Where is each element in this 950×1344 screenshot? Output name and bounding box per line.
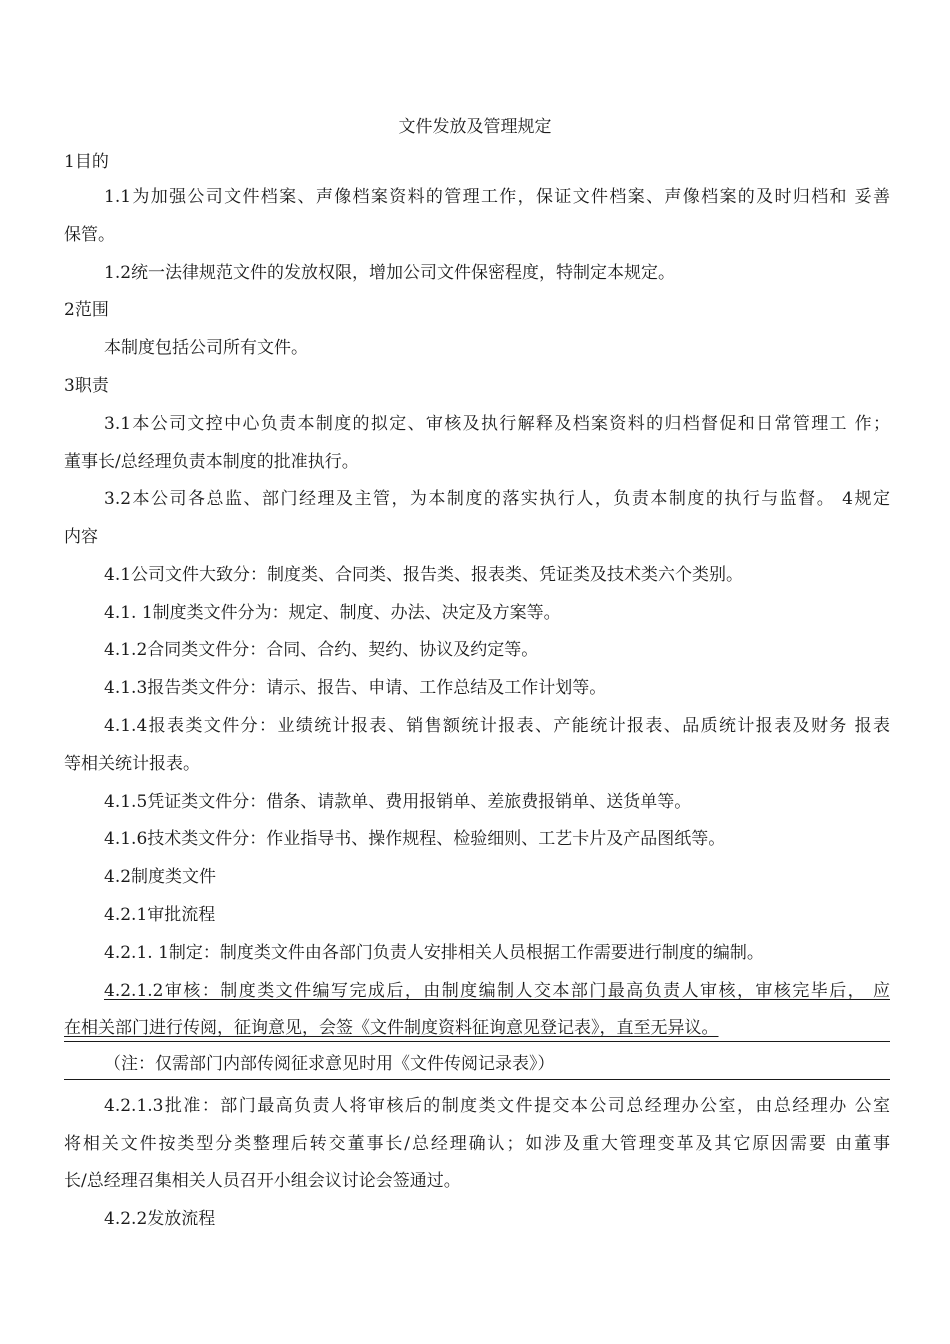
paragraph-line: 1.2统一法律规范文件的发放权限，增加公司文件保密程度，特制定本规定。	[104, 263, 676, 283]
section-heading-duties: 3职责	[64, 376, 109, 396]
paragraph-line: 长/总经理召集相关人员召开小组会议讨论会签通过。	[64, 1171, 461, 1191]
paragraph-line: 将相关文件按类型分类整理后转交董事长/总经理确认；如涉及重大管理变革及其它原因需要 由董事	[64, 1134, 890, 1154]
paragraph-line: 4.2.2发放流程	[104, 1209, 216, 1229]
horizontal-rule	[64, 1041, 890, 1042]
paragraph-line: 4.2.1审批流程	[104, 905, 216, 925]
paragraph-line: 4.1. 1制度类文件分为：规定、制度、办法、决定及方案等。	[104, 603, 561, 623]
document-title: 文件发放及管理规定	[398, 117, 552, 137]
paragraph-line: 内容	[64, 527, 98, 547]
paragraph-line: 4.2.1. 1制定：制度类文件由各部门负责人安排相关人员根据工作需要进行制度的编制。	[104, 943, 764, 963]
paragraph-line: 等相关统计报表。	[64, 754, 200, 774]
paragraph-line: 4.1公司文件大致分：制度类、合同类、报告类、报表类、凭证类及技术类六个类别。	[104, 565, 744, 585]
paragraph-line: 4.1.5凭证类文件分：借条、请款单、费用报销单、差旅费报销单、送货单等。	[104, 792, 692, 812]
paragraph-line: 4.1.6技术类文件分：作业指导书、操作规程、检验细则、工艺卡片及产品图纸等。	[104, 829, 726, 849]
paragraph-line: 本制度包括公司所有文件。	[104, 338, 308, 358]
underlined-paragraph-line: 4.2.1.2审核：制度类文件编写完成后，由制度编制人交本部门最高负责人审核，审核完毕后， 应	[104, 981, 890, 1001]
paragraph-line: 4.2制度类文件	[104, 867, 217, 887]
paragraph-line: 4.1.2合同类文件分：合同、合约、契约、协议及约定等。	[104, 640, 539, 660]
paragraph-line: 4.1.4报表类文件分：业绩统计报表、销售额统计报表、产能统计报表、品质统计报表及财务 报表	[104, 716, 890, 736]
paragraph-line: 3.1本公司文控中心负责本制度的拟定、审核及执行解释及档案资料的归档督促和日常管理工 作；	[104, 414, 890, 434]
paragraph-line: 4.1.3报告类文件分：请示、报告、申请、工作总结及工作计划等。	[104, 678, 607, 698]
section-heading-scope: 2范围	[64, 300, 109, 320]
paragraph-line: 4.2.1.3批准：部门最高负责人将审核后的制度类文件提交本公司总经理办公室，由总经理办 公室	[104, 1096, 890, 1116]
underlined-paragraph-line: 在相关部门进行传阅，征询意见，会签《文件制度资料征询意见登记表》，直至无异议。	[64, 1018, 719, 1038]
horizontal-rule	[64, 1079, 890, 1080]
paragraph-line: 保管。	[64, 225, 115, 245]
paragraph-line: 1.1为加强公司文件档案、声像档案资料的管理工作，保证文件档案、声像档案的及时归档和 妥善	[104, 187, 890, 207]
section-heading-purpose: 1目的	[64, 152, 109, 172]
paragraph-line: 3.2本公司各总监、部门经理及主管，为本制度的落实执行人，负责本制度的执行与监督。 4规定	[104, 489, 890, 509]
paragraph-line: 董事长/总经理负责本制度的批准执行。	[64, 452, 359, 472]
note-line: （注：仅需部门内部传阅征求意见时用《文件传阅记录表》）	[104, 1054, 555, 1074]
